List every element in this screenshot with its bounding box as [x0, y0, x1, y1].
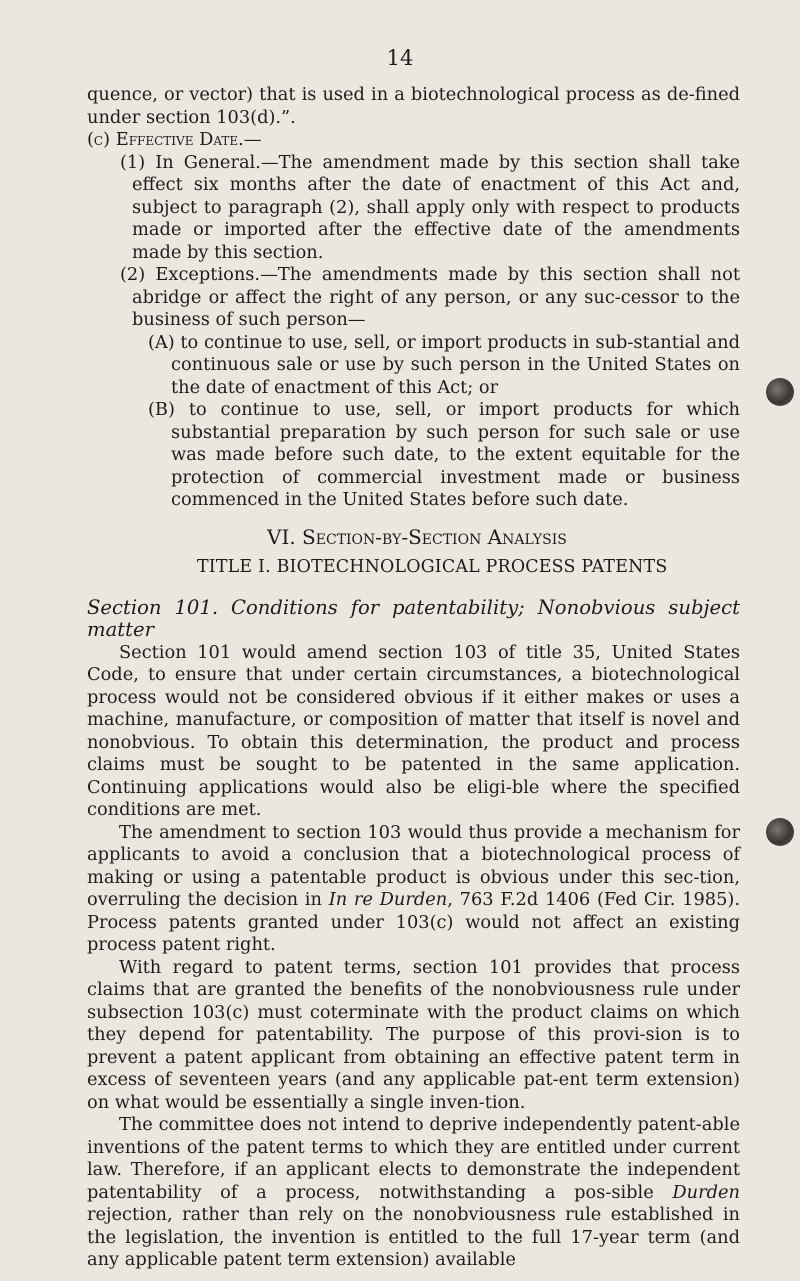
paragraph-text: rejection, rather than rely on the nonobviousness rule established in the legislation, the invention is entitled to the full 17-year term (and any applicable patent term extension) available — [87, 1204, 740, 1270]
effective-date-heading: (c) Effective Date.— — [87, 129, 262, 150]
binding-hole-icon — [766, 378, 794, 406]
exceptions-paragraph: (2) Exceptions.—The amendments made by this section shall not abridge or affect the right of any person, or any suc-cessor to the business of such person— — [120, 264, 740, 330]
intro-paragraph: quence, or vector) that is used in a biotechnological process as de-fined under section 103(d).”. — [87, 84, 740, 128]
paragraph-text: The amendment to section 103 would thus provide a mechanism for applicants to avoid a conclusion that a biotechnological process of making or using a patentable product is obvious under this sec-tion, overruling the decision in — [87, 821, 740, 910]
section-heading: VI. Section-by-Section Analysis — [267, 524, 567, 549]
condition-heading: Section 101. Conditions for patentability; Nonobvious subject matter — [87, 595, 740, 641]
general-paragraph: (1) In General.—The amendment made by this section shall take effect six months after the date of enactment of this Act and, subject to paragraph (2), shall apply only with respect to products made or imported after the effective date of the amendments made by this section. — [120, 151, 740, 263]
exception-b: (B) to continue to use, sell, or import products for which substantial preparation by such person for such sale or use was made before such date, to the extent equitable for the protection of commercial investment made or business commenced in the United States before such date. — [148, 399, 740, 510]
paragraph-text: , 763 F.2d 1406 (Fed Cir. 1985). Process patents granted under 103(c) would not affect an existing process patent right. — [87, 889, 740, 955]
exception-a: (A) to continue to use, sell, or import products in sub-stantial and continuous sale or use by such person in the United States on the date of enactment of this Act; or — [148, 331, 740, 398]
analysis-paragraph-2 — [87, 822, 740, 957]
analysis-paragraph-3: With regard to patent terms, section 101 provides that process claims that are granted the benefits of the nonobviousness rule under subsection 103(c) must coterminate with the product claims on which they depend for patentability. The purpose of this provi-sion is to prevent a patent applicant from obtaining an effective patent term in excess of seventeen years (and any applicable pat-ent term extension) on what would be essentially a single inven-tion. — [87, 956, 740, 1113]
case-name: Durden — [672, 1181, 740, 1203]
analysis-paragraph-4 — [87, 1114, 740, 1272]
title-heading: TITLE I. BIOTECHNOLOGICAL PROCESS PATENTS — [197, 557, 668, 577]
page-number: 14 — [386, 46, 414, 70]
binding-hole-icon — [766, 818, 794, 846]
document-body — [87, 84, 740, 1272]
analysis-paragraph-1: Section 101 would amend section 103 of title 35, United States Code, to ensure that under certain circumstances, a biotechnological process would not be considered obvious if it either makes or uses a machine, manufacture, or composition of matter that itself is novel and nonobvious. To obtain this determination, the product and process claims must be sought to be patented in the same application. Continuing applications would also be eligi-ble where the specified conditions are met. — [87, 641, 740, 820]
case-name: In re Durden — [328, 889, 448, 910]
paragraph-text: The committee does not intend to deprive independently patent-able inventions of the patent terms to which they are entitled under current law. Therefore, if an applicant elects to demonstrate the independent patentability of a process, notwithstanding a pos-sible — [87, 1114, 740, 1203]
